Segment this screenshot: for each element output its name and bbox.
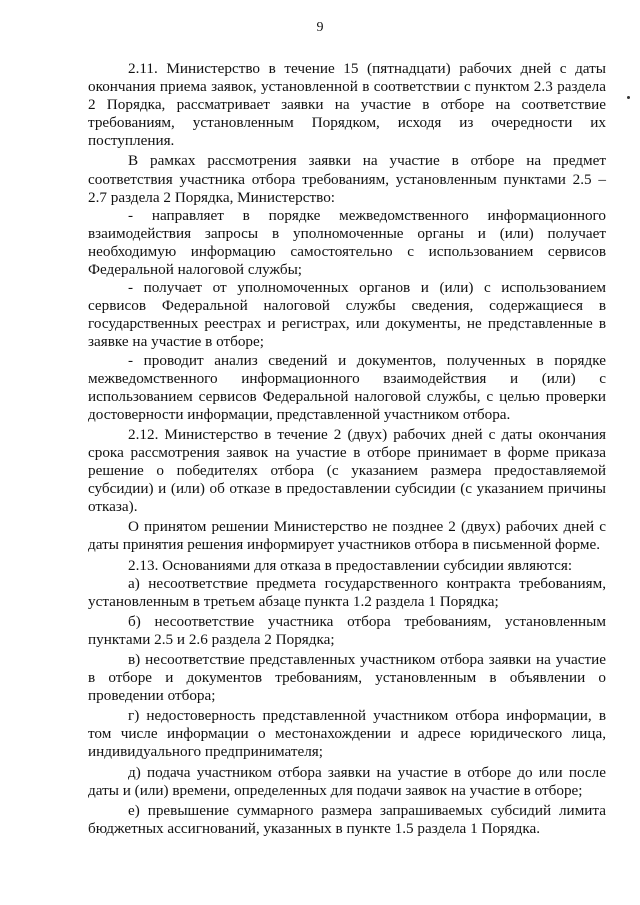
page-number: 9: [316, 20, 324, 35]
list-item-v: в) несоответствие представленных участником отбора заявки на участие в отборе и документов требованиям, установленным в объявлении о проведении отбора;: [88, 651, 606, 705]
paragraph-2-11: 2.11. Министерство в течение 15 (пятнадцати) рабочих дней с даты окончания приема заявок, установленной в соответствии с пунктом 2.3 раздела 2 Порядка, рассматривает заявки на участие в отборе на соответствие требованиям, установленным Порядком, исходя из очередности их поступления.: [88, 60, 606, 150]
paragraph-review-scope: В рамках рассмотрения заявки на участие в отборе на предмет соответствия участника отбора требованиям, установленным пунктами 2.5 – 2.7 раздела 2 Порядка, Министерство:: [88, 152, 606, 206]
paragraph-bullet-receives: - получает от уполномоченных органов и (или) с использованием сервисов Федеральной налоговой службы сведения, содержащиеся в государственных реестрах и регистрах, или документы, не представленные в заявке на участие в отборе;: [88, 279, 606, 351]
paragraph-bullet-requests: - направляет в порядке межведомственного информационного взаимодействия запросы в уполномоченные органы и (или) получает необходимую информацию самостоятельно с использованием сервисов Федеральной налоговой службы;: [88, 206, 606, 279]
margin-mark: [627, 96, 630, 99]
paragraph-notification: О принятом решении Министерство не позднее 2 (двух) рабочих дней с даты принятия решения информирует участников отбора в письменной форме.: [88, 518, 606, 554]
paragraph-2-13: 2.13. Основаниями для отказа в предоставлении субсидии являются:: [128, 556, 573, 574]
document-body: [88, 60, 606, 838]
paragraph-bullet-analysis: - проводит анализ сведений и документов, полученных в порядке межведомственного информационного взаимодействия и (или) с использованием сервисов Федеральной налоговой службы, с целью проверки достоверности информации, представленной участником отбора.: [88, 351, 606, 423]
list-item-a: а) несоответствие предмета государственного контракта требованиям, установленным в третьем абзаце пункта 1.2 раздела 1 Порядка;: [88, 574, 606, 610]
list-item-d: д) подача участником отбора заявки на участие в отборе до или после даты и (или) времени, определенных для подачи заявок на участие в отборе;: [88, 763, 606, 799]
list-item-b: б) несоответствие участника отбора требованиям, установленным пунктами 2.5 и 2.6 раздела 2 Порядка;: [88, 612, 606, 648]
paragraph-2-12: 2.12. Министерство в течение 2 (двух) рабочих дней с даты окончания срока рассмотрения заявок на участие в отборе принимает в форме приказа решение о победителях отбора (с указанием размера предоставляемой субсидии) и (или) об отказе в предоставлении субсидии (с указанием причины отказа).: [88, 425, 606, 516]
list-item-e: е) превышение суммарного размера запрашиваемых субсидий лимита бюджетных ассигнований, указанных в пункте 1.5 раздела 1 Порядка.: [88, 801, 606, 837]
list-item-g: г) недостоверность представленной участником отбора информации, в том числе информации о местонахождении и адресе юридического лица, индивидуального предпринимателя;: [88, 707, 606, 761]
